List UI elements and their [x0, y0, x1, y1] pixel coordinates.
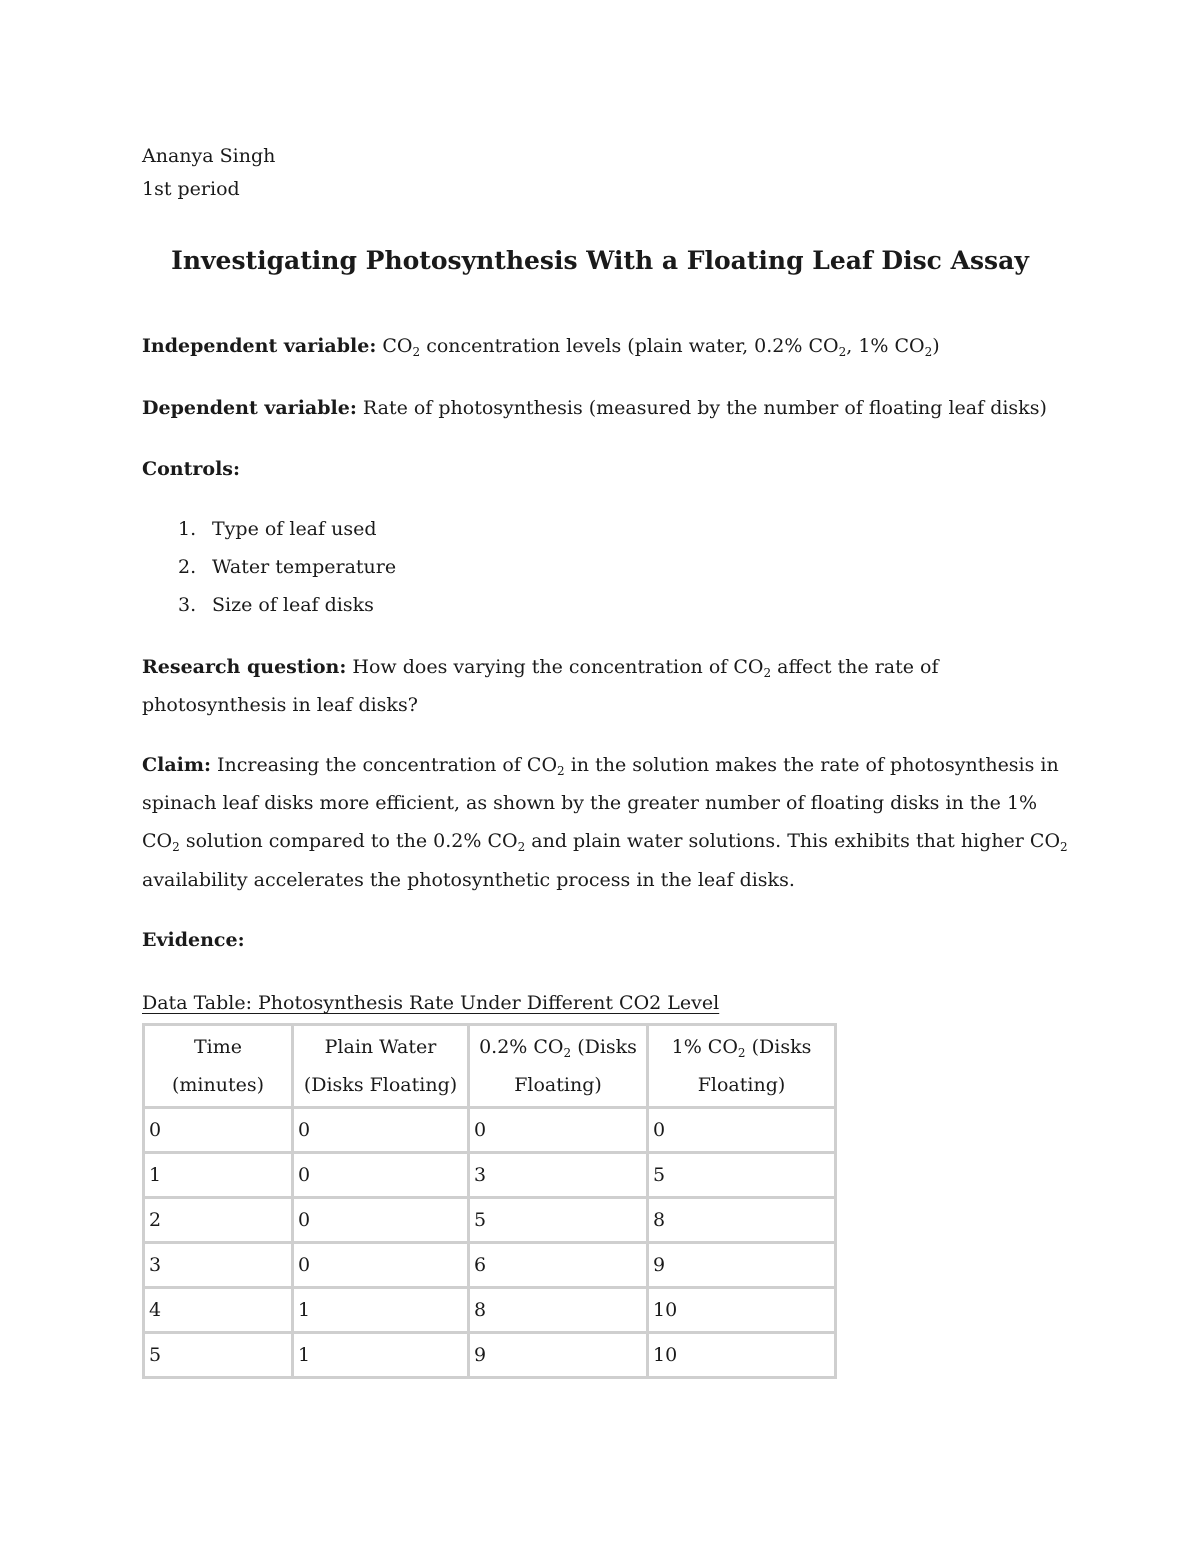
claim-line-4: availability accelerates the photosynthetic process in the leaf disks. [142, 869, 795, 891]
claim-text-3b: solution compared to the 0.2% CO [185, 830, 518, 852]
header-text: Time [193, 1036, 242, 1058]
independent-text-3: , 1% CO [846, 335, 925, 357]
class-period: 1st period [142, 178, 240, 200]
independent-variable-label: Independent variable: [142, 335, 377, 357]
list-text: Type of leaf used [212, 518, 377, 540]
subscript: 2 [838, 345, 847, 359]
header-text: 1% CO [671, 1036, 738, 1058]
independent-text-4: ) [932, 335, 940, 357]
list-item [142, 548, 397, 586]
dependent-variable-text: Rate of photosynthesis (measured by the number of floating leaf disks) [362, 397, 1047, 419]
table-cell: 4 [144, 1288, 293, 1333]
table-cell: 0 [293, 1108, 469, 1153]
table-cell: 6 [469, 1243, 648, 1288]
header-text: Floating) [697, 1074, 786, 1096]
header-text: Floating) [514, 1074, 602, 1096]
independent-text-1: CO [382, 335, 413, 357]
claim-label: Claim: [142, 754, 211, 776]
table-cell: 3 [144, 1243, 293, 1288]
table-header-row [144, 1025, 836, 1108]
header-text: 0.2% CO [479, 1036, 564, 1058]
table-row [144, 1243, 836, 1288]
column-header-co2-1 [648, 1025, 836, 1108]
claim-text-1a: Increasing the concentration of CO [217, 754, 558, 776]
subscript: 2 [924, 345, 933, 359]
table-cell: 0 [469, 1108, 648, 1153]
table-cell: 9 [648, 1243, 836, 1288]
independent-variable [142, 327, 940, 365]
student-name: Ananya Singh [142, 145, 276, 167]
independent-text-2: concentration levels (plain water, 0.2% CO [426, 335, 839, 357]
data-table [142, 1023, 837, 1379]
subscript: 2 [737, 1046, 746, 1060]
dependent-variable-label: Dependent variable: [142, 397, 357, 419]
subscript: 2 [172, 840, 180, 854]
table-cell: 3 [469, 1153, 648, 1198]
claim-line-2: spinach leaf disks more efficient, as shown by the greater number of floating disks in the 1% [142, 792, 1038, 814]
table-cell: 8 [648, 1198, 836, 1243]
table-row [144, 1108, 836, 1153]
header-text: (Disks [751, 1036, 812, 1058]
document-title: Investigating Photosynthesis With a Floating Leaf Disc Assay [171, 246, 1029, 275]
evidence-heading [142, 921, 245, 959]
table-cell: 0 [293, 1153, 469, 1198]
table-cell: 10 [648, 1333, 836, 1378]
table-cell: 0 [648, 1108, 836, 1153]
claim-text-3c: and plain water solutions. This exhibits that higher CO [531, 830, 1061, 852]
table-cell: 9 [469, 1333, 648, 1378]
table-cell: 0 [293, 1198, 469, 1243]
list-number: 2. [178, 556, 197, 578]
table-cell: 0 [144, 1108, 293, 1153]
controls-label: Controls: [142, 458, 240, 480]
table-cell: 8 [469, 1288, 648, 1333]
header-text: (Disks Floating) [303, 1074, 458, 1096]
table-row [144, 1153, 836, 1198]
column-header-time [144, 1025, 293, 1108]
claim-line-3 [142, 822, 1068, 860]
list-item [142, 586, 374, 624]
claim-line-1 [142, 746, 1059, 784]
list-number: 1. [178, 518, 197, 540]
research-question [142, 648, 939, 686]
claim-text-1b: in the solution makes the rate of photosynthesis in [570, 754, 1059, 776]
subscript: 2 [1060, 840, 1068, 854]
table-cell: 5 [144, 1333, 293, 1378]
subscript: 2 [563, 1046, 572, 1060]
table-row [144, 1333, 836, 1378]
header-text: Plain Water [324, 1036, 437, 1058]
list-item [142, 510, 377, 548]
list-text: Water temperature [212, 556, 397, 578]
table-cell: 1 [144, 1153, 293, 1198]
research-text-2: affect the rate of [777, 656, 939, 678]
subscript: 2 [517, 840, 526, 854]
table-cell: 1 [293, 1288, 469, 1333]
table-cell: 5 [648, 1153, 836, 1198]
table-caption: Data Table: Photosynthesis Rate Under Different CO2 Level [142, 992, 720, 1014]
header-text: (Disks [577, 1036, 637, 1058]
header-text: (minutes) [171, 1074, 265, 1096]
research-text-1: How does varying the concentration of CO [352, 656, 764, 678]
column-header-plain-water [293, 1025, 469, 1108]
dependent-variable [142, 389, 1047, 427]
subscript: 2 [763, 666, 772, 680]
column-header-co2-02 [469, 1025, 648, 1108]
research-question-line-2: photosynthesis in leaf disks? [142, 694, 418, 716]
table-row [144, 1288, 836, 1333]
table-cell: 1 [293, 1333, 469, 1378]
claim-text-3a: CO [142, 830, 173, 852]
controls-heading [142, 450, 240, 488]
research-question-label: Research question: [142, 656, 347, 678]
subscript: 2 [412, 345, 421, 359]
table-cell: 0 [293, 1243, 469, 1288]
table-row [144, 1198, 836, 1243]
list-number: 3. [178, 594, 197, 616]
table-cell: 5 [469, 1198, 648, 1243]
table-cell: 10 [648, 1288, 836, 1333]
table-cell: 2 [144, 1198, 293, 1243]
subscript: 2 [557, 764, 565, 778]
list-text: Size of leaf disks [212, 594, 374, 616]
evidence-label: Evidence: [142, 929, 245, 951]
